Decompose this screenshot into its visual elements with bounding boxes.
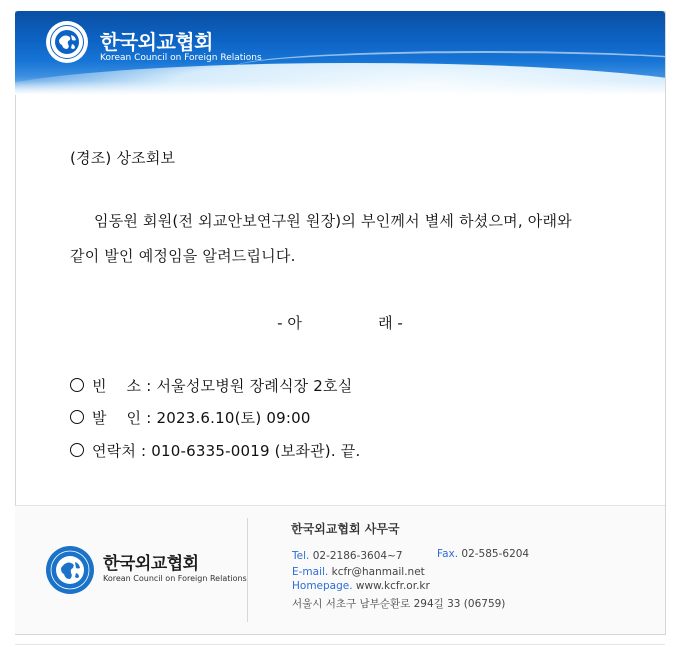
item-value: 2023.6.10(토) 09:00 (156, 409, 311, 427)
circle-bullet-icon (70, 378, 84, 392)
letter-paragraph-line2: 같이 발인 예정임을 알려드립니다. (70, 247, 296, 265)
contact-email (292, 566, 425, 578)
tel-label: Tel. (292, 550, 310, 562)
footer-divider (247, 518, 248, 622)
contact-tel (292, 550, 403, 562)
list-item (70, 407, 311, 428)
fax-value: 02-585-6204 (461, 548, 530, 560)
circle-bullet-icon (70, 410, 84, 424)
fax-label: Fax. (437, 548, 459, 560)
section-title: - 아 래 - (277, 314, 403, 332)
office-address: 서울시 서초구 남부순환로 294길 33 (06759) (292, 598, 506, 610)
item-separator: : (141, 442, 147, 460)
item-value: 서울성모병원 장례식장 2호실 (156, 377, 353, 395)
list-item (70, 440, 360, 461)
item-separator: : (146, 377, 152, 395)
email-value[interactable]: kcfr@hanmail.net (331, 566, 425, 578)
footer (15, 505, 665, 634)
circle-bullet-icon (70, 443, 84, 457)
letter-heading: (경조) 상조회보 (70, 149, 176, 167)
list-item (70, 375, 352, 396)
footer-org-name: 한국외교협회 (103, 554, 199, 574)
tel-value: 02-2186-3604~7 (312, 550, 403, 562)
contact-homepage (292, 580, 430, 592)
item-label: 연락처 (92, 442, 137, 460)
item-label: 발 인 (92, 409, 142, 427)
email-label: E-mail. (292, 566, 329, 578)
letter-paragraph-line1: 임동원 회원(전 외교안보연구원 원장)의 부인께서 별세 하셨으며, 아래와 (94, 212, 572, 230)
homepage-link[interactable]: www.kcfr.or.kr (355, 580, 430, 592)
globe-emblem-icon (45, 545, 95, 595)
header-org-name-en: Korean Council on Foreign Relations (100, 53, 262, 63)
homepage-label: Homepage. (292, 580, 353, 592)
header-fade (15, 81, 665, 95)
item-value: 010-6335-0019 (보좌관). 끝. (151, 442, 361, 460)
office-name: 한국외교협회 사무국 (291, 522, 400, 536)
header-banner (15, 11, 665, 95)
contact-fax (437, 548, 529, 560)
globe-emblem-icon (45, 20, 89, 64)
item-label: 빈 소 (92, 377, 142, 395)
header-org-name: 한국외교협회 (100, 30, 213, 54)
item-separator: : (146, 409, 152, 427)
footer-org-name-en: Korean Council on Foreign Relations (103, 574, 247, 583)
